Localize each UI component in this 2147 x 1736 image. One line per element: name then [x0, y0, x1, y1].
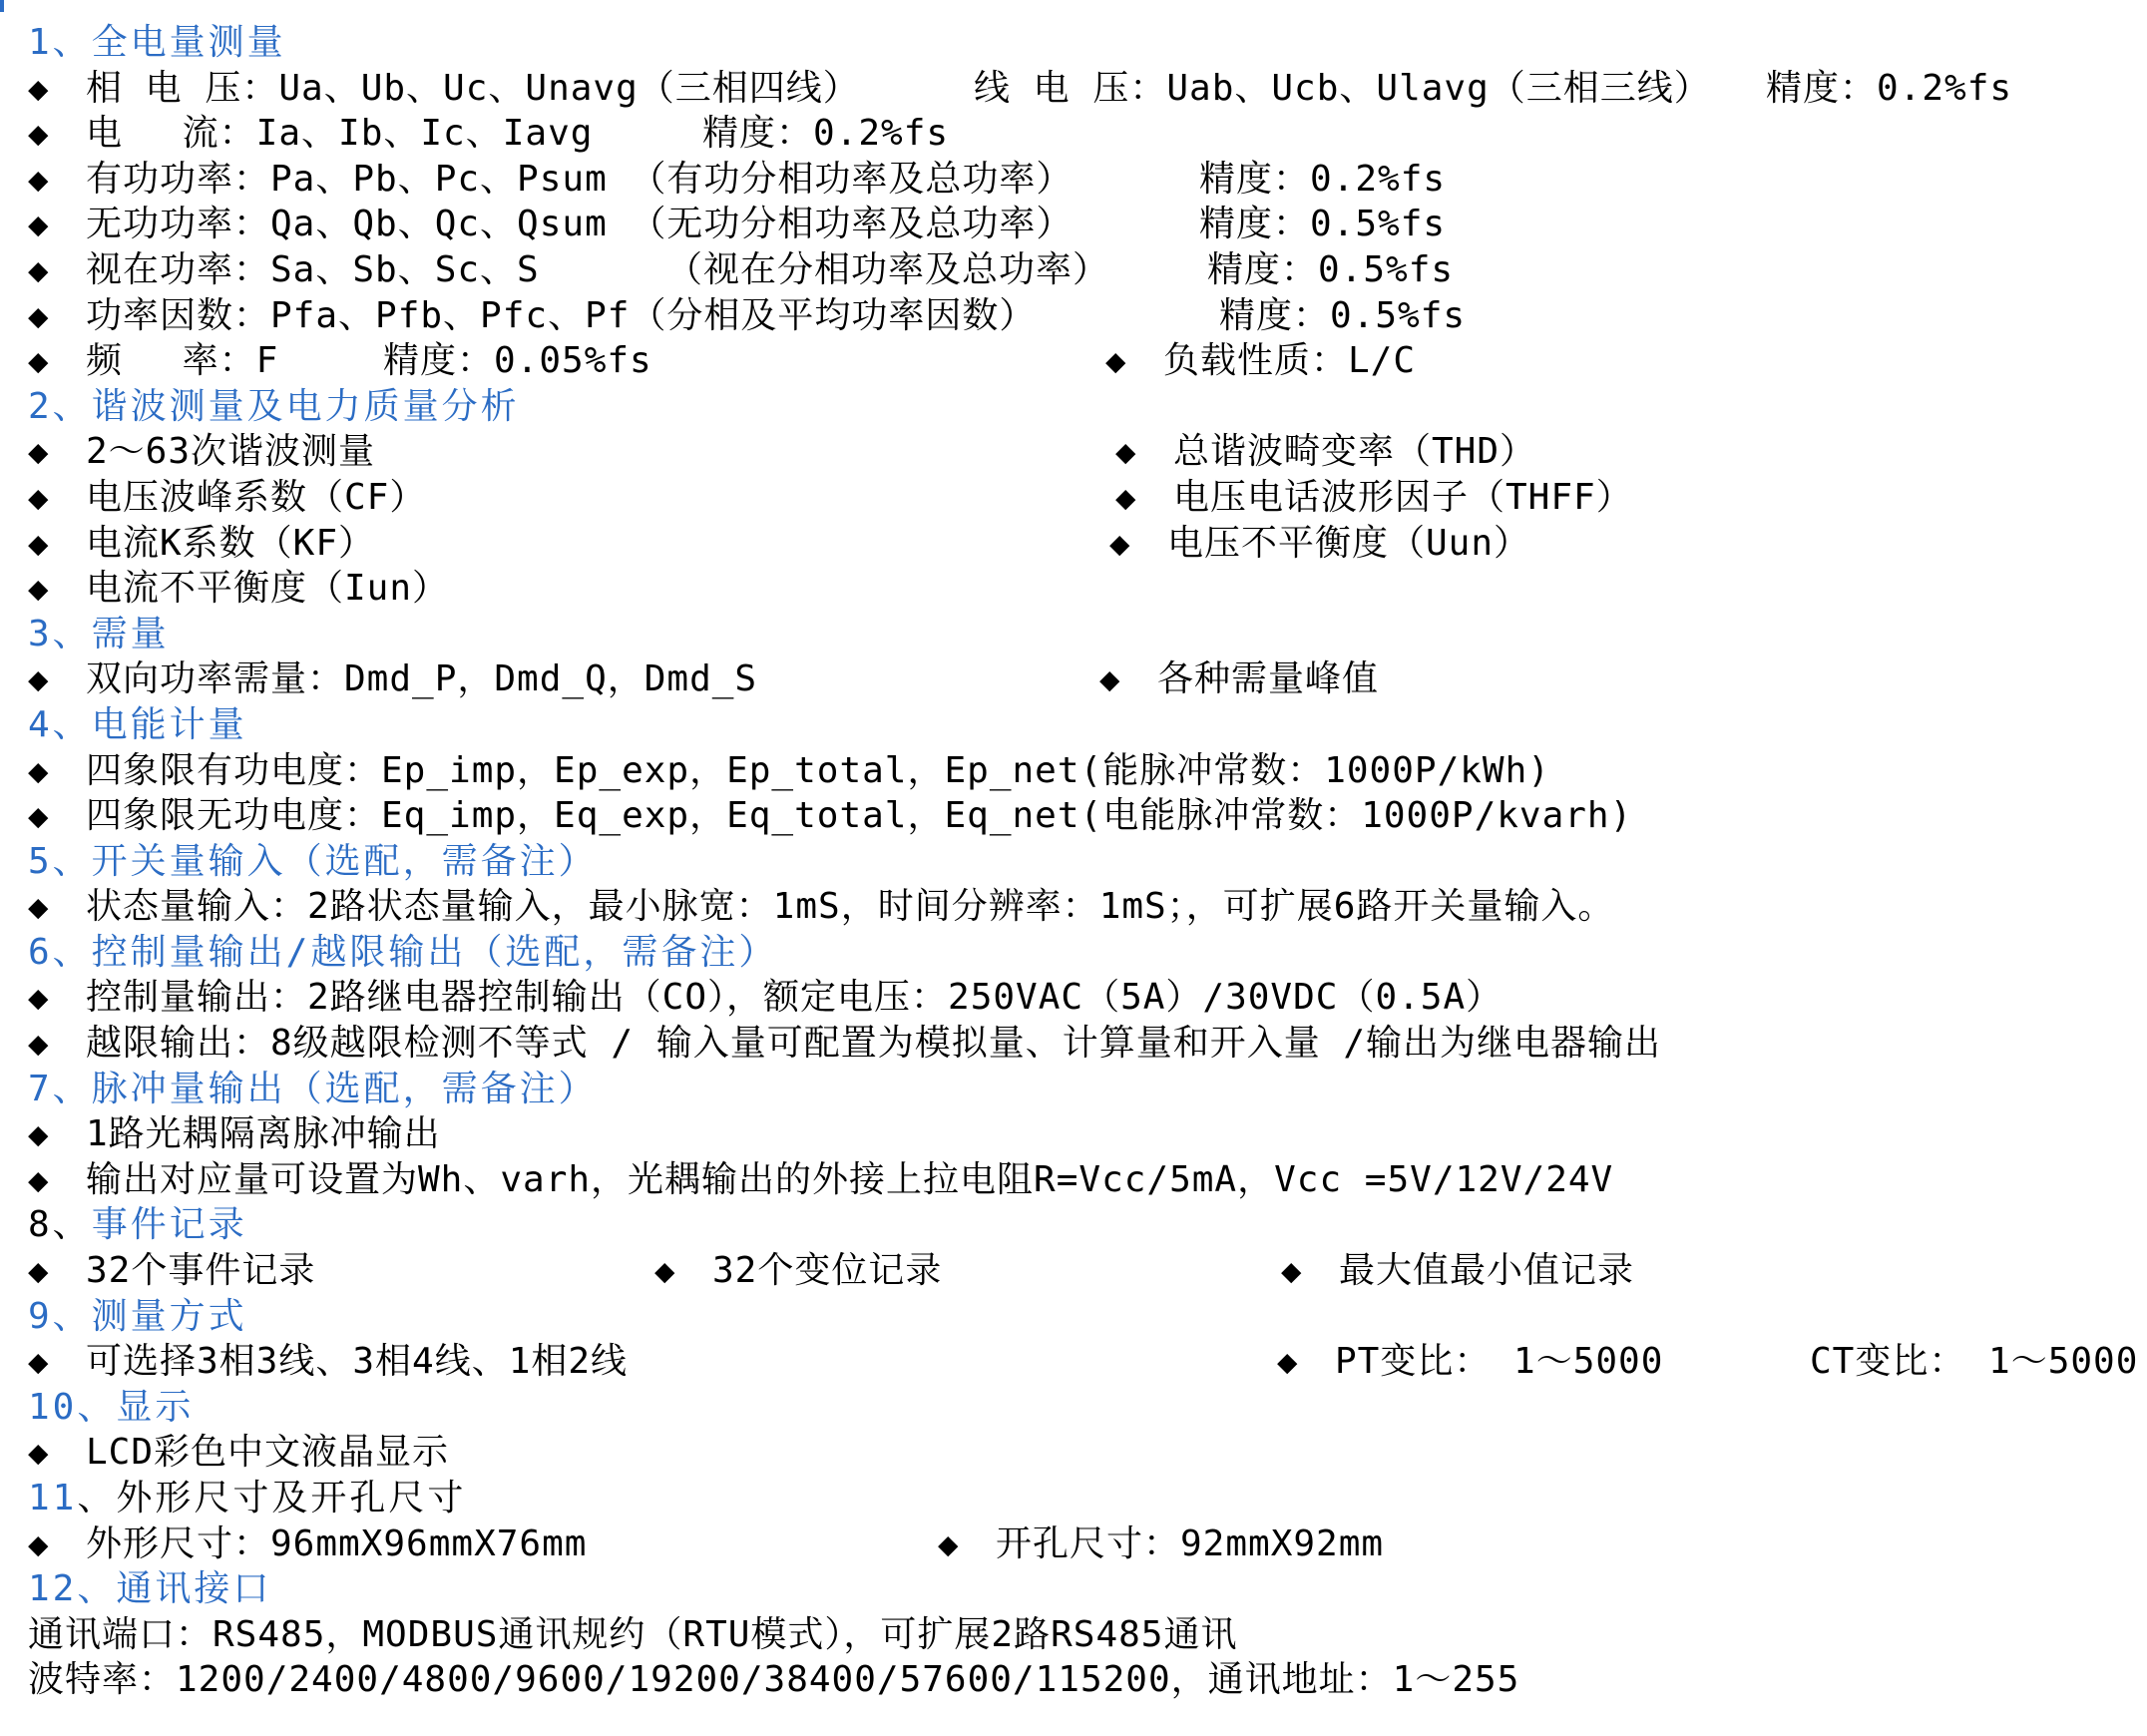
spec-line-baud-rate: 波特率：1200/2400/4800/9600/19200/38400/57600/115200，通讯地址：1～255: [28, 1659, 1520, 1701]
section-heading-5: 5、开关量输入（选配，需备注）: [28, 840, 598, 882]
bullet-icon: ◆: [28, 569, 50, 610]
bullet-icon: ◆: [28, 114, 50, 155]
section-heading-6: 6、控制量输出/越限输出（选配，需备注）: [28, 931, 778, 973]
bullet-icon: ◆: [28, 477, 50, 518]
bullet-icon: ◆: [28, 1433, 50, 1474]
bullet-icon: ◆: [1277, 1342, 1299, 1383]
section-heading-4: 4、电能计量: [28, 703, 247, 745]
spec-line-dimensions: ◆ 外形尺寸：96mmX96mmX76mm ◆ 开孔尺寸：92mmX92mm: [28, 1521, 2133, 1567]
bullet-icon: ◆: [28, 432, 50, 473]
bullet-icon: ◆: [28, 1342, 50, 1383]
bullet-icon: ◆: [28, 68, 50, 109]
section-heading-2: 2、谐波测量及电力质量分析: [28, 385, 520, 427]
spec-line-frequency: ◆ 频 率：F 精度：0.05%fs ◆ 负载性质：L/C: [28, 338, 2133, 384]
bullet-icon: ◆: [1281, 1251, 1303, 1292]
bullet-icon: ◆: [28, 1251, 50, 1292]
bullet-icon: ◆: [1099, 659, 1121, 700]
spec-line-power-factor: ◆ 功率因数：Pfa、Pfb、Pfc、Pf（分相及平均功率因数） 精度：0.5%fs: [28, 293, 2133, 339]
spec-line-crest-factor: ◆ 电压波峰系数（CF） ◆ 电压电话波形因子（THFF）: [28, 475, 2133, 521]
bullet-icon: ◆: [28, 1114, 50, 1155]
section-heading-10: 10、显示: [28, 1386, 195, 1428]
spec-line-demand: ◆ 双向功率需量：Dmd_P，Dmd_Q，Dmd_S ◆ 各种需量峰值: [28, 656, 2133, 702]
bullet-icon: ◆: [28, 978, 50, 1019]
spec-line-current: ◆ 电 流：Ia、Ib、Ic、Iavg 精度：0.2%fs: [28, 111, 2133, 157]
section-heading-8: 8、事件记录: [28, 1204, 247, 1246]
bullet-icon: ◆: [28, 205, 50, 245]
bullet-icon: ◆: [1115, 477, 1137, 518]
spec-line-active-power: ◆ 有功功率：Pa、Pb、Pc、Psum （有功分相功率及总功率） 精度：0.2%fs: [28, 157, 2133, 203]
section-heading-7: 7、脉冲量输出（选配，需备注）: [28, 1068, 598, 1109]
section-heading-3: 3、需量: [28, 613, 170, 654]
spec-line-k-factor: ◆ 电流K系数（KF） ◆ 电压不平衡度（Uun）: [28, 521, 2133, 567]
bullet-icon: ◆: [28, 295, 50, 336]
bullet-icon: ◆: [28, 750, 50, 791]
spec-line-limit-output: ◆ 越限输出：8级越限检测不等式 / 输入量可配置为模拟量、计算量和开入量 /输出为继电器输出: [28, 1021, 2133, 1067]
bullet-icon: ◆: [28, 1523, 50, 1564]
bullet-icon: ◆: [1105, 341, 1127, 382]
spec-line-wiring: ◆ 可选择3相3线、3相4线、1相2线 ◆ PT变比： 1～5000 CT变比： 1～5000: [28, 1339, 2133, 1385]
spec-line-reactive-energy: ◆ 四象限无功电度：Eq_imp，Eq_exp，Eq_total，Eq_net(电能脉冲常数：1000P/kvarh): [28, 793, 2133, 839]
section-heading-1: 1、全电量测量: [28, 22, 286, 63]
bullet-icon: ◆: [28, 341, 50, 382]
spec-line-pulse-config: ◆ 输出对应量可设置为Wh、varh，光耦输出的外接上拉电阻R=Vcc/5mA，Vcc =5V/12V/24V: [28, 1157, 2133, 1203]
spec-line-current-unbalance: ◆ 电流不平衡度（Iun）: [28, 566, 2133, 612]
bullet-icon: ◆: [1115, 432, 1137, 473]
bullet-icon: ◆: [28, 887, 50, 928]
spec-line-records: ◆ 32个事件记录 ◆ 32个变位记录 ◆ 最大值最小值记录: [28, 1248, 2133, 1294]
spec-line-display: ◆ LCD彩色中文液晶显示: [28, 1430, 2133, 1476]
bullet-icon: ◆: [28, 523, 50, 564]
bullet-icon: ◆: [654, 1251, 676, 1292]
spec-sheet: [28, 20, 2139, 1703]
bullet-icon: ◆: [28, 1159, 50, 1200]
section-heading-12: 12、通讯接口: [28, 1568, 272, 1610]
bullet-icon: ◆: [28, 659, 50, 700]
spec-line-pulse-output: ◆ 1路光耦隔离脉冲输出: [28, 1111, 2133, 1157]
spec-line-control-output: ◆ 控制量输出：2路继电器控制输出（CO），额定电压：250VAC（5A）/30VDC（0.5A）: [28, 975, 2133, 1021]
spec-line-apparent-power: ◆ 视在功率：Sa、Sb、Sc、S （视在分相功率及总功率） 精度：0.5%fs: [28, 247, 2133, 293]
spec-line-harmonic: ◆ 2～63次谐波测量 ◆ 总谐波畸变率（THD）: [28, 429, 2133, 475]
spec-line-comm-port: 通讯端口：RS485，MODBUS通讯规约（RTU模式），可扩展2路RS485通讯: [28, 1613, 1238, 1655]
spec-line-reactive-power: ◆ 无功功率：Qa、Qb、Qc、Qsum （无功分相功率及总功率） 精度：0.5%fs: [28, 202, 2133, 247]
bullet-icon: ◆: [1109, 523, 1131, 564]
spec-line-digital-input: ◆ 状态量输入：2路状态量输入，最小脉宽：1mS，时间分辨率：1mS；，可扩展6路开关量输入。: [28, 884, 2133, 930]
bullet-icon: ◆: [28, 159, 50, 200]
bullet-icon: ◆: [28, 249, 50, 290]
corner-mark: [0, 0, 4, 12]
section-heading-11: 11、外形尺寸及开孔尺寸: [28, 1478, 467, 1519]
bullet-icon: ◆: [28, 796, 50, 837]
spec-line-active-energy: ◆ 四象限有功电度：Ep_imp，Ep_exp，Ep_total，Ep_net(能脉冲常数：1000P/kWh): [28, 748, 2133, 794]
spec-line-voltage: ◆ 相 电 压：Ua、Ub、Uc、Unavg（三相四线） 线 电 压：Uab、Ucb、Ulavg（三相三线） 精度：0.2%fs: [28, 66, 2133, 112]
bullet-icon: ◆: [938, 1523, 960, 1564]
bullet-icon: ◆: [28, 1024, 50, 1065]
section-heading-9: 9、测量方式: [28, 1295, 247, 1337]
